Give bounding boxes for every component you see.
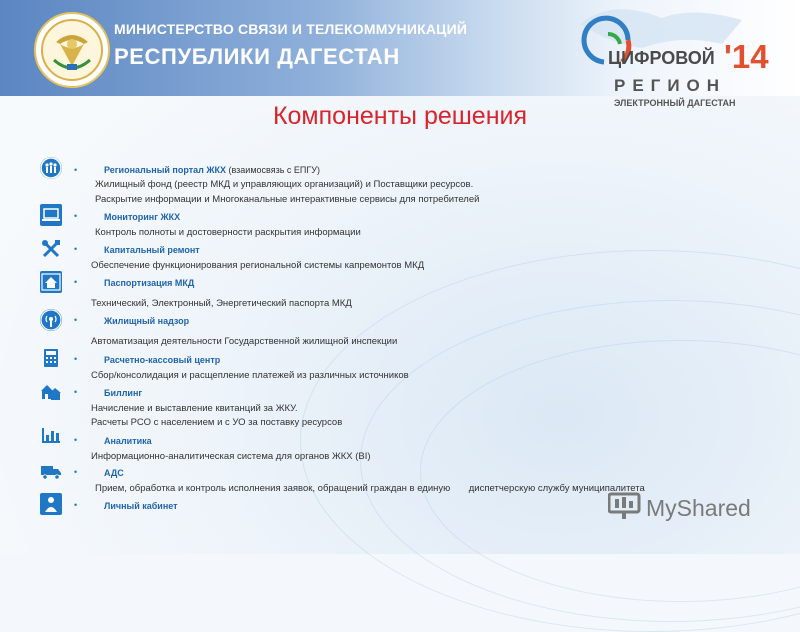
ministry-name-line1: МИНИСТЕРСТВО СВЯЗИ И ТЕЛЕКОММУНИКАЦИЙ (114, 21, 468, 37)
item-description: Жилищный фонд (реестр МКД и управляющих организаций) и Поставщики ресурсов. (95, 179, 474, 190)
list-bullet: • (74, 387, 78, 397)
item-heading: Паспортизация МКД (104, 278, 195, 288)
item-description: Начисление и выставление квитанций за ЖКУ. (91, 403, 298, 414)
list-bullet: • (74, 467, 78, 477)
chart-icon (40, 424, 62, 446)
item-description: Сбор/консолидация и расщепление платежей из различных источников (91, 370, 409, 381)
item-heading: Аналитика (104, 436, 152, 446)
logo-text-digital: ЦИФРОВОЙ (608, 48, 715, 68)
item-description: Расчеты РСО с населением и с УО за поставку ресурсов (91, 417, 343, 428)
item-description: Автоматизация деятельности Государственной жилищной инспекции (91, 336, 398, 347)
item-heading: АДС (104, 468, 124, 478)
item-description: Технический, Электронный, Энергетический паспорта МКД (91, 298, 352, 309)
list-bullet: • (74, 315, 78, 325)
house-icon (40, 271, 62, 293)
person-icon (40, 493, 62, 515)
calculator-icon (40, 347, 62, 369)
tools-icon (40, 238, 62, 260)
list-bullet: • (74, 277, 78, 287)
logo-text-region: РЕГИОН (614, 76, 727, 95)
item-heading-note: (взаимосвязь с ЕПГУ) (225, 165, 320, 175)
list-bullet: • (74, 211, 78, 221)
item-heading: Личный кабинет (104, 501, 178, 511)
item-heading: Капитальный ремонт (104, 245, 200, 255)
list-bullet: • (74, 244, 78, 254)
logo-year: '14 (724, 38, 769, 75)
list-bullet: • (74, 435, 78, 445)
item-heading: Биллинг (104, 388, 143, 398)
item-description: Контроль полноты и достоверности раскрытия информации (95, 227, 361, 238)
people-icon (40, 157, 62, 179)
item-heading (104, 165, 320, 175)
watermark-text: MyShared (646, 495, 751, 521)
item-heading: Жилищный надзор (104, 316, 190, 326)
list-bullet: • (74, 500, 78, 510)
broadcast-icon (40, 309, 62, 331)
page-title: Компоненты решения (272, 102, 528, 130)
item-description: Раскрытие информации и Многоканальные интерактивные сервисы для потребителей (95, 194, 480, 205)
truck-icon (40, 460, 62, 482)
list-bullet: • (74, 354, 78, 364)
item-description: Информационно-аналитическая система для органов ЖКХ (BI) (91, 451, 371, 462)
item-heading: Расчетно-кассовый центр (104, 355, 221, 365)
item-description: Обеспечение функционирования региональной системы капремонтов МКД (91, 260, 425, 271)
laptop-icon (40, 204, 62, 226)
item-heading: Мониторинг ЖКХ (104, 212, 181, 222)
ministry-name-line2: РЕСПУБЛИКИ ДАГЕСТАН (114, 44, 400, 69)
list-bullet: • (74, 165, 78, 175)
item-description: Прием, обработка и контроль исполнения заявок, обращений граждан в единую диспетчерскую службу муниципалитета (95, 483, 645, 494)
dagestan-emblem-icon (34, 12, 110, 88)
logo-text-electronic-dagestan: ЭЛЕКТРОННЫЙ ДАГЕСТАН (614, 98, 736, 108)
houses-icon (40, 381, 62, 403)
item-heading-title: Региональный портал ЖКХ (104, 165, 226, 175)
